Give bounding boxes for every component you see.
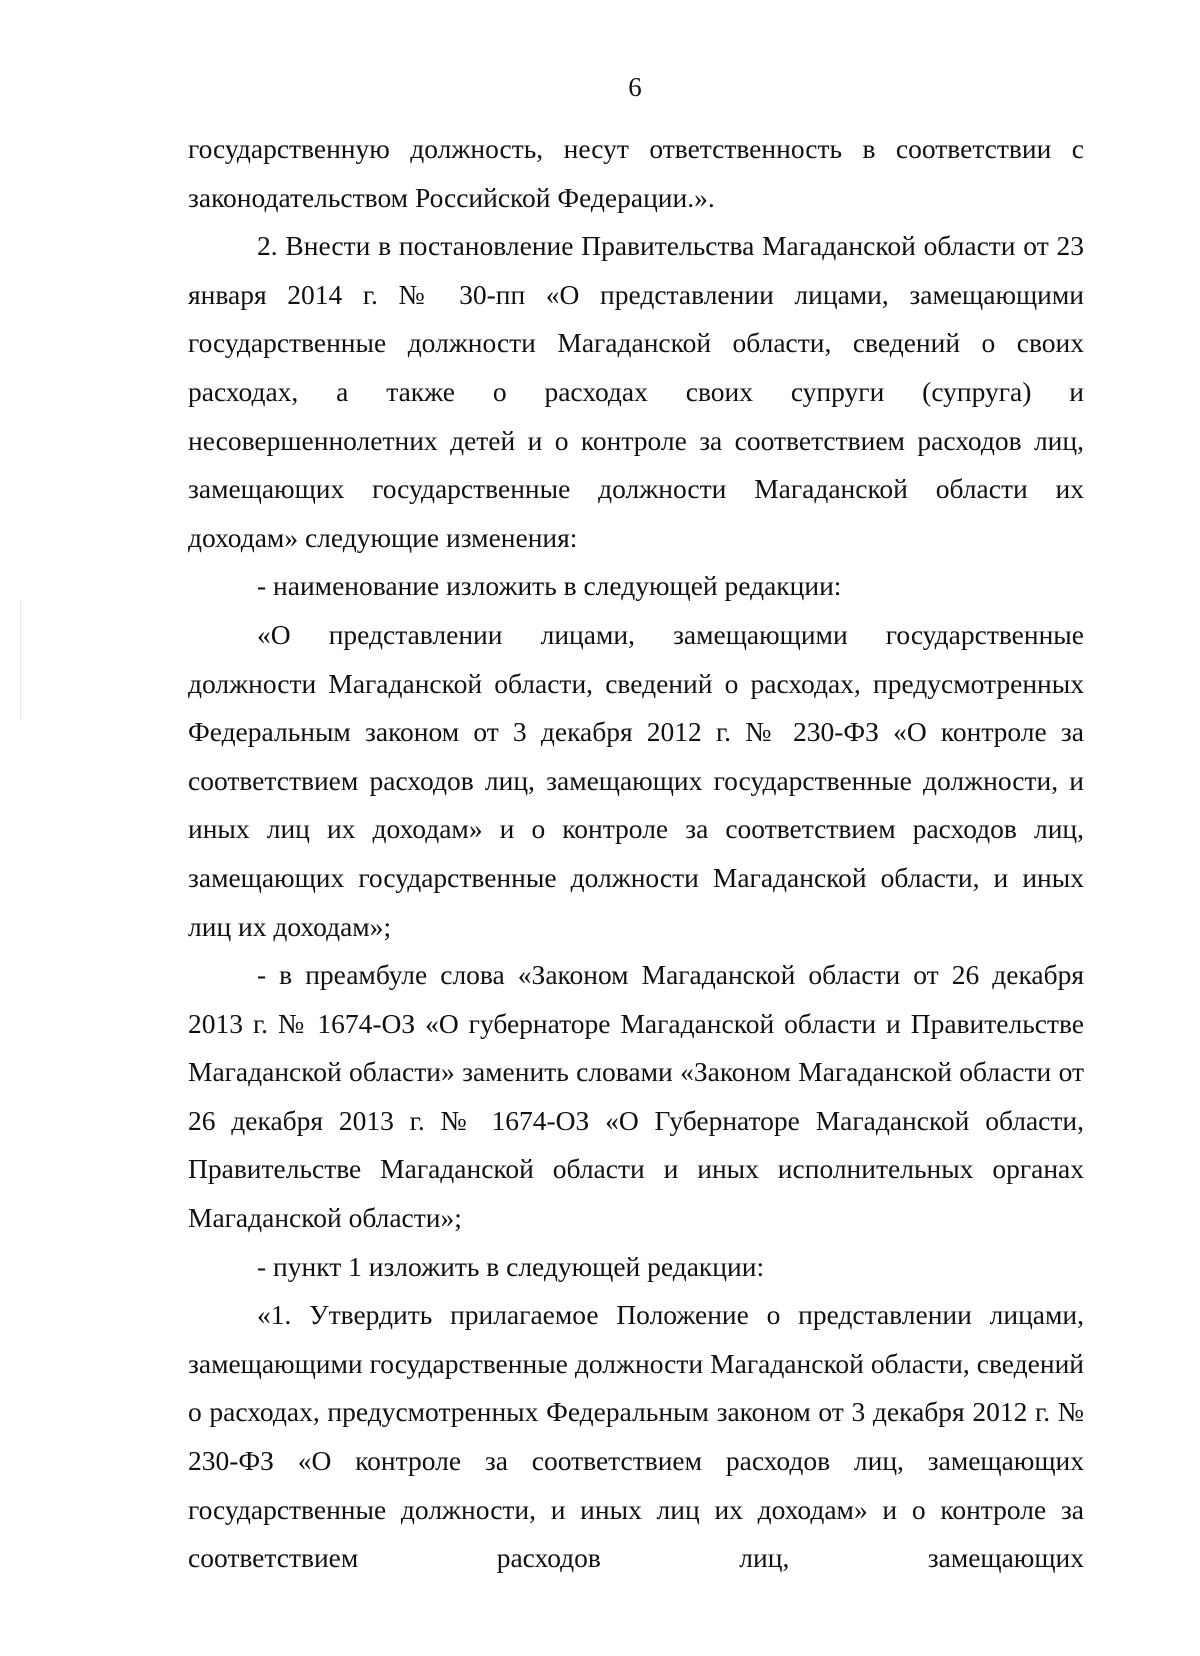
paragraph-item-2: 2. Внести в постановление Правительства Магаданской области от 23 января 2014 г. № 30-пп «О представлении лицами, замещающими государственные должности Магаданской области, сведений о своих расходах, а также о расходах своих супруги (супруга) и несовершеннолетних детей и о контроле за соответствием расходов лиц, замещающих государственные должности Магаданской области их доходам» следующие изменения: (188, 230, 1084, 553)
document-body (188, 125, 1084, 1583)
page-number: 6 (628, 72, 642, 102)
paragraph-preamble-change: - в преамбуле слова «Законом Магаданской области от 26 декабря 2013 г. № 1674-ОЗ «О губернаторе Магаданской области и Правительстве Магаданской области» заменить словами «Законом Магаданской области от 26 декабря 2013 г. № 1674-ОЗ «О Губернаторе Магаданской области, Правительстве Магаданской области и иных исполнительных органах Магаданской области»; (188, 959, 1084, 1234)
paragraph-continuation: государственную должность, несут ответственность в соответствии с законодательством Российской Федерации.». (188, 133, 1084, 213)
paragraph-name-change: - наименование изложить в следующей редакции: (257, 570, 842, 602)
paragraph-point-1-change: - пункт 1 изложить в следующей редакции: (257, 1250, 765, 1282)
paragraph-new-point-1: «1. Утвердить прилагаемое Положение о представлении лицами, замещающими государственные должности Магаданской области, сведений о расходах, предусмотренных Федеральным законом от 3 декабря 2012 г. № 230-ФЗ «О контроле за соответствием расходов лиц, замещающих государственные должности, и иных лиц их доходам» и о контроле за соответствием расходов лиц, замещающих (188, 1299, 1084, 1574)
scan-artifact (20, 600, 21, 720)
paragraph-new-title: «О представлении лицами, замещающими государственные должности Магаданской области, сведений о расходах, предусмотренных Федеральным законом от 3 декабря 2012 г. № 230-ФЗ «О контроле за соответствием расходов лиц, замещающих государственные должности, и иных лиц их доходам» и о контроле за соответствием расходов лиц, замещающих государственные должности Магаданской области, и иных лиц их доходам»; (188, 618, 1084, 942)
